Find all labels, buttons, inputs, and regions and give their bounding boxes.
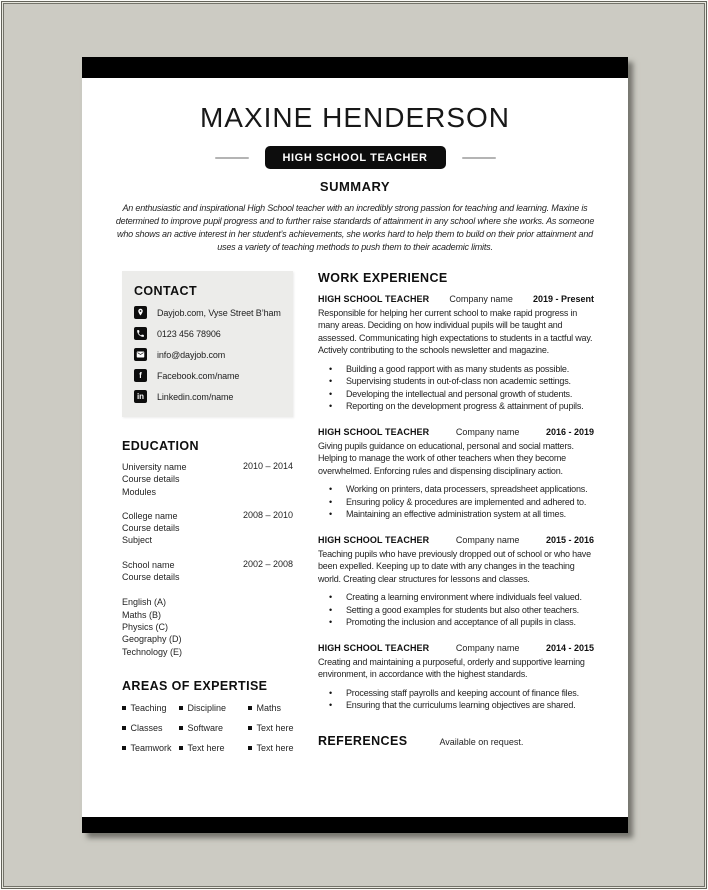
job-bullet-list xyxy=(318,483,594,521)
job-bullet: • Maintaining an effective administration system at all times. xyxy=(318,508,594,521)
candidate-name: MAXINE HENDERSON xyxy=(199,102,511,133)
job-title: HIGH SCHOOL TEACHER xyxy=(318,427,430,437)
contact-heading: CONTACT xyxy=(134,284,197,298)
job-title: HIGH SCHOOL TEACHER xyxy=(318,294,430,304)
expertise-item: Text here xyxy=(248,743,294,753)
job-title: HIGH SCHOOL TEACHER xyxy=(318,643,430,653)
resume-sheet xyxy=(82,78,628,817)
resume-page xyxy=(82,57,628,833)
education-subject: Subject xyxy=(122,535,153,546)
expertise-item: Text here xyxy=(179,743,248,753)
subject-grade: Geography (D) xyxy=(122,634,182,645)
subject-grade: English (A) xyxy=(122,597,167,608)
job-description: Teaching pupils who have previously dropped out of school or who have been expelled. Keeping up to date with any changes in the teaching world. Creating clear structures for lessons and classes. xyxy=(318,549,591,584)
job-bullet: • Reporting on the development progress & attainment of pupils. xyxy=(318,400,594,413)
job-bullet: • Building a good rapport with as many students as possible. xyxy=(318,363,594,376)
decorative-dash-right xyxy=(462,157,496,159)
job-bullet: • Creating a learning environment where individuals feel valued. xyxy=(318,591,594,604)
contact-section xyxy=(122,271,293,417)
job-bullet-list xyxy=(318,591,594,629)
education-institution: College name xyxy=(122,510,178,521)
contact-address: Dayjob.com, Vyse Street B’ham xyxy=(157,307,281,318)
education-heading: EDUCATION xyxy=(122,439,199,453)
subject-grade: Technology (E) xyxy=(122,646,183,657)
role-badge-row xyxy=(82,146,628,169)
education-course: Course details xyxy=(122,572,180,583)
job-bullet: • Developing the intellectual and personal growth of students. xyxy=(318,388,594,401)
job-description: Responsible for helping her current school to make rapid progress in many areas. Deciding on how individual pupils will be taught and assessed. Communicating high expectations to students in a tactful way. Actively contributing to the schools newsletter and magazine. xyxy=(318,308,593,356)
columns xyxy=(82,271,628,753)
job-bullet: • Promoting the inclusion and acceptance of all pupils in class. xyxy=(318,616,594,629)
job-header xyxy=(318,534,594,547)
references-section xyxy=(318,734,594,748)
contact-item-email xyxy=(134,348,281,361)
linkedin-icon: in xyxy=(134,390,147,403)
education-dates: 2010 – 2014 xyxy=(242,461,293,471)
references-text: Available on request. xyxy=(439,737,524,747)
expertise-section xyxy=(122,679,293,753)
education-entry xyxy=(122,510,293,547)
job-entry xyxy=(318,293,594,413)
job-bullet: • Ensuring that the curriculums learning objectives are shared. xyxy=(318,699,594,712)
job-bullet: • Setting a good examples for students but also other teachers. xyxy=(318,604,594,617)
job-header xyxy=(318,426,594,439)
map-pin-icon xyxy=(134,306,147,319)
job-bullet: • Working on printers, data processers, spreadsheet applications. xyxy=(318,483,594,496)
job-dates: 2019 - Present xyxy=(532,294,594,304)
job-company: Company name xyxy=(449,294,513,304)
job-dates: 2014 - 2015 xyxy=(545,643,594,653)
contact-item-facebook xyxy=(134,369,281,382)
summary-heading: SUMMARY xyxy=(319,179,391,194)
summary-text: An enthusiastic and inspirational High School teacher with an incredibly strong passion for teaching and learning. Maxine is determined to improve pupil progress and to further raise standards of attainment in any school where she works. As someone who shows an active interest in her student’s achievements, she works hard to help them to build on their prior attainment and uses a variety of teaching methods to push them to their academic limits. xyxy=(115,203,595,252)
bottom-accent-bar xyxy=(82,817,628,833)
job-company: Company name xyxy=(455,535,520,545)
expertise-item: Discipline xyxy=(179,703,248,713)
expertise-item: Teaching xyxy=(122,703,179,713)
job-company: Company name xyxy=(455,643,520,653)
job-company: Company name xyxy=(455,427,520,437)
job-bullet: • Processing staff payrolls and keeping account of finance files. xyxy=(318,687,594,700)
email-icon xyxy=(134,348,147,361)
job-header xyxy=(318,642,594,655)
job-bullet-list xyxy=(318,363,594,413)
job-entry xyxy=(318,642,594,712)
expertise-grid xyxy=(122,703,293,753)
education-entry xyxy=(122,461,293,498)
job-description: Creating and maintaining a purposeful, orderly and supportive learning environment, in accordance with the highest standards. xyxy=(318,657,585,680)
right-column xyxy=(318,271,594,748)
education-entry xyxy=(122,559,293,584)
job-dates: 2015 - 2016 xyxy=(545,535,594,545)
contact-item-phone xyxy=(134,327,281,340)
job-entry xyxy=(318,426,594,521)
job-bullet: • Supervising students in out-of-class non academic settings. xyxy=(318,375,594,388)
decorative-dash-left xyxy=(215,157,249,159)
role-badge: HIGH SCHOOL TEACHER xyxy=(265,146,446,169)
contact-linkedin: Linkedin.com/name xyxy=(157,391,234,402)
expertise-item: Text here xyxy=(248,723,294,733)
job-title: HIGH SCHOOL TEACHER xyxy=(318,535,430,545)
education-institution: University name xyxy=(122,462,187,472)
job-bullet-list xyxy=(318,687,594,712)
references-heading: REFERENCES xyxy=(318,734,408,748)
expertise-heading: AREAS OF EXPERTISE xyxy=(122,678,268,693)
education-dates: 2008 – 2010 xyxy=(242,509,293,520)
left-column xyxy=(122,271,293,753)
job-entry xyxy=(318,534,594,629)
job-description: Giving pupils guidance on educational, personal and social matters. Helping to manage the work of other teachers when they become overwhelmed. Enforcing rules and dispensing disciplinary action. xyxy=(318,441,574,476)
education-modules: Modules xyxy=(122,486,157,497)
job-bullet: • Ensuring policy & procedures are implemented and adhered to. xyxy=(318,496,594,509)
subject-grade: Maths (B) xyxy=(122,609,162,620)
phone-icon xyxy=(134,327,147,340)
contact-item-address xyxy=(134,306,281,319)
education-section xyxy=(122,439,293,658)
contact-facebook: Facebook.com/name xyxy=(157,370,240,381)
contact-phone: 0123 456 78906 xyxy=(157,328,221,339)
education-course: Course details xyxy=(122,474,180,485)
education-institution: School name xyxy=(122,559,175,570)
contact-item-linkedin xyxy=(134,390,281,403)
education-course: Course details xyxy=(122,523,180,534)
expertise-item: Classes xyxy=(122,723,179,733)
expertise-item: Teamwork xyxy=(122,743,179,753)
expertise-item: Maths xyxy=(248,703,294,713)
job-dates: 2016 - 2019 xyxy=(545,427,594,437)
expertise-item: Software xyxy=(179,723,248,733)
facebook-icon: f xyxy=(134,369,147,382)
top-accent-bar xyxy=(82,57,628,78)
education-subjects-list xyxy=(122,596,293,657)
education-dates: 2002 – 2008 xyxy=(242,558,293,569)
work-experience-heading: WORK EXPERIENCE xyxy=(318,271,448,285)
job-header xyxy=(318,293,594,306)
contact-email: info@dayjob.com xyxy=(157,349,226,360)
subject-grade: Physics (C) xyxy=(122,621,169,632)
